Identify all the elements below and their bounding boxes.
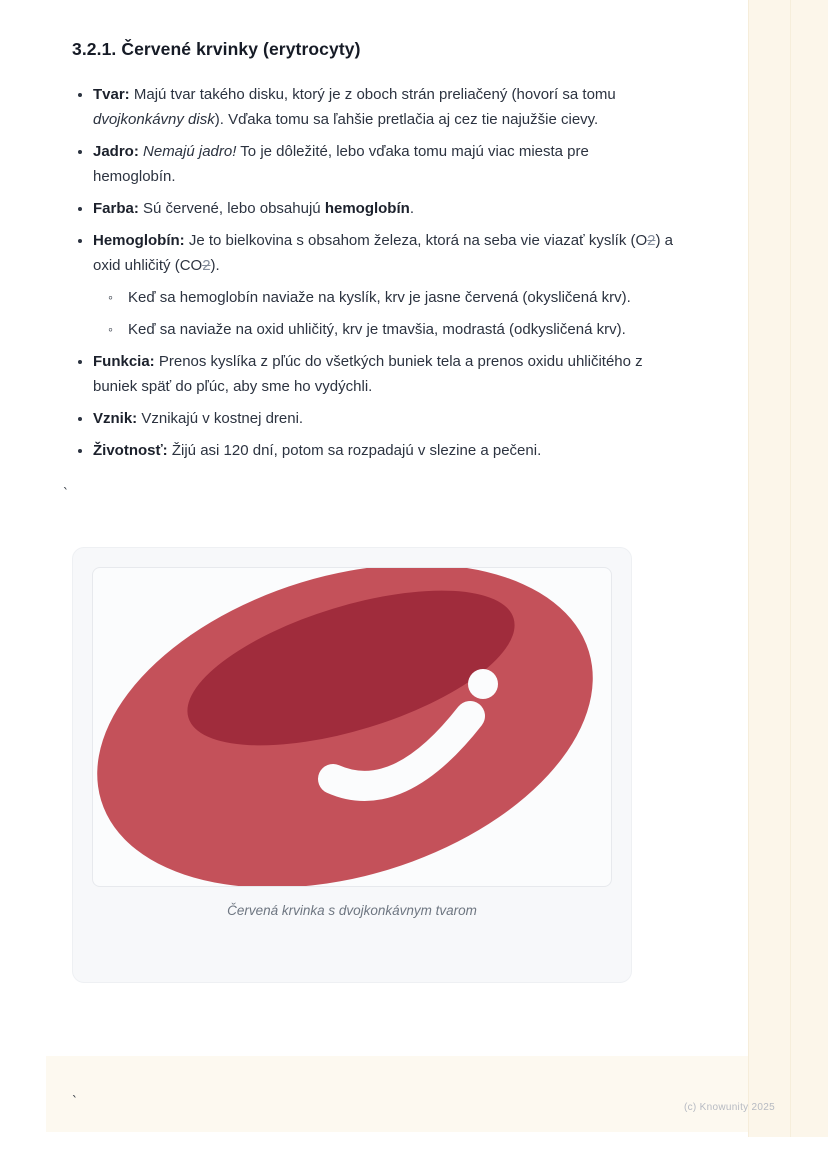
list-item-text: Vznikajú v kostnej dreni.: [137, 410, 304, 427]
bullet-list: [72, 82, 674, 463]
list-item-text: Farba:: [93, 200, 139, 217]
list-item-text: Funkcia:: [93, 353, 155, 370]
list-item-text: Hemoglobín:: [93, 232, 185, 249]
sub-list-item: ◦ Keď sa naviaže na oxid uhličitý, krv je tmavšia, modrastá (odkysličená krv).: [128, 317, 653, 342]
list-item: [93, 438, 674, 463]
list-item-text: Vznik:: [93, 410, 138, 427]
list-item-text: Je to bielkovina s obsahom železa, ktorá na seba vie viazať kyslík (O: [184, 232, 648, 249]
list-item-text: hemoglobín: [324, 200, 410, 217]
highlight-dot: [468, 669, 498, 699]
red-blood-cell-illustration: [93, 568, 612, 887]
list-item-text: Tvar:: [93, 86, 130, 103]
stray-backtick-1: `: [62, 487, 70, 502]
list-item: [93, 228, 674, 342]
list-item-text: Jadro:: [93, 143, 139, 160]
figure-image-frame: [92, 567, 612, 887]
list-item-text: ) a oxid uhličitý (CO: [93, 232, 674, 274]
list-item-text: Majú tvar takého disku, ktorý je z oboch strán preliačený (hovorí sa tomu: [129, 86, 616, 103]
list-item-text: ).: [210, 257, 220, 274]
list-item-text: dvojkonkávny disk: [93, 111, 215, 128]
list-item: [93, 406, 674, 431]
list-item-text: 2: [202, 257, 211, 274]
page-margin-bottom: [46, 1056, 828, 1132]
list-item-text: Nemajú jadro!: [143, 143, 237, 160]
list-item-text: Prenos kyslíka z pľúc do všetkých buniek tela a prenos oxidu uhličitého z buniek späť do pľúc, aby sme ho vydýchli.: [93, 353, 643, 395]
list-item-text: Životnosť:: [93, 442, 168, 459]
list-item-text: Žijú asi 120 dní, potom sa rozpadajú v slezine a pečeni.: [167, 442, 542, 459]
list-item: [93, 139, 674, 189]
figure-card: [72, 547, 632, 983]
list-item-text: .: [409, 200, 414, 217]
list-item-text: Sú červené, lebo obsahujú: [138, 200, 325, 217]
sub-list-item: ◦ Keď sa hemoglobín naviaže na kyslík, krv je jasne červená (okysličená krv).: [128, 285, 653, 310]
list-item-text: ). Vďaka tomu sa ľahšie pretlačia aj cez tie najužšie cievy.: [214, 111, 599, 128]
copyright-text: (c) Knowunity 2025: [683, 1102, 775, 1113]
list-item: [93, 196, 674, 221]
list-item-text: To je dôležité, lebo vďaka tomu majú viac miesta pre hemoglobín.: [93, 143, 589, 185]
list-item-text: 2: [647, 232, 656, 249]
stray-backtick-2: `: [71, 1095, 79, 1110]
sub-bullet-list: [93, 285, 653, 342]
figure-caption: Červená krvinka s dvojkonkávnym tvarom: [227, 903, 477, 918]
list-item: [93, 82, 674, 132]
section-title: 3.2.1. Červené krvinky (erytrocyty): [72, 39, 361, 59]
list-item: [93, 349, 674, 399]
